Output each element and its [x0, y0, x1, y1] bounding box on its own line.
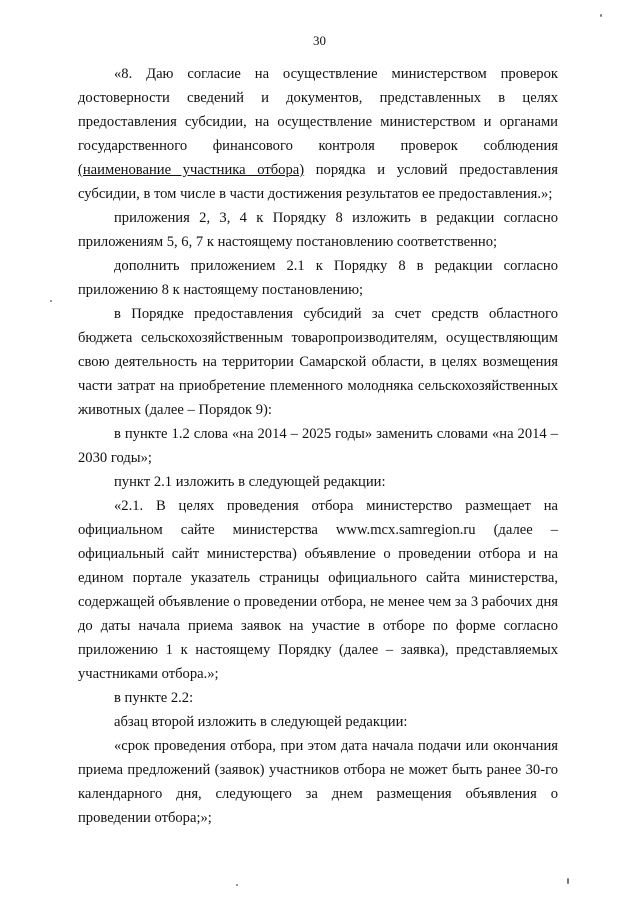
paragraph-consent: [78, 62, 558, 206]
paragraph: приложения 2, 3, 4 к Порядку 8 изложить в редакции согласно приложениям 5, 6, 7 к настоящему постановлению соответственно;: [78, 210, 558, 250]
paragraph: «2.1. В целях проведения отбора министерство размещает на официальном сайте министерства www.mcx.samregion.ru (далее – официальный сайт министерства) объявление о проведении отбора и на едином портале указатель страницы официального сайта министерства, содержащей объявление о проведении отбора, не менее чем за 3 рабочих дня до даты начала приема заявок на участие в отборе по форме согласно приложению 1 к настоящему Порядку (далее – заявка), представляемых участниками отбора.»;: [78, 498, 558, 682]
paragraph: абзац второй изложить в следующей редакции:: [114, 714, 408, 730]
paragraph: дополнить приложением 2.1 к Порядку 8 в редакции согласно приложению 8 к настоящему постановлению;: [78, 258, 558, 298]
document-body: [78, 62, 558, 830]
scan-speck: [600, 14, 602, 17]
paragraph: в Порядке предоставления субсидий за счет средств областного бюджета сельскохозяйственным товаропроизводителям, осуществляющим свою деятельность на территории Самарской области, в целях возмещения части затрат на приобретение племенного молодняка сельскохозяйственных животных (далее – Порядок 9):: [78, 306, 558, 418]
paragraph-consent-text: «8. Даю согласие на осуществление министерством проверок достоверности сведений и документов, представленных в целях предоставления субсидии, на осуществление министерством и органами государственного финансового контроля проверок соблюдения: [78, 66, 558, 154]
scan-speck: [236, 884, 238, 886]
scan-speck: [567, 878, 569, 884]
paragraph: пункт 2.1 изложить в следующей редакции:: [114, 474, 386, 490]
participant-name-placeholder: (наименование участника отбора): [78, 162, 305, 178]
paragraph-consent-text-end: порядка и условий предоставления субсидии, в том числе в части достижения результатов ее предоставления.»;: [78, 162, 559, 202]
paragraph: в пункте 1.2 слова «на 2014 – 2025 годы» заменить словами «на 2014 – 2030 годы»;: [78, 426, 558, 466]
scan-speck: [50, 300, 52, 302]
paragraph: в пункте 2.2:: [114, 690, 194, 706]
paragraph: «срок проведения отбора, при этом дата начала подачи или окончания приема предложений (заявок) участников отбора не может быть ранее 30-го календарного дня, следующего за днем размещения объявления о проведении отбора;»;: [78, 738, 558, 826]
page-number: 30: [313, 33, 326, 48]
